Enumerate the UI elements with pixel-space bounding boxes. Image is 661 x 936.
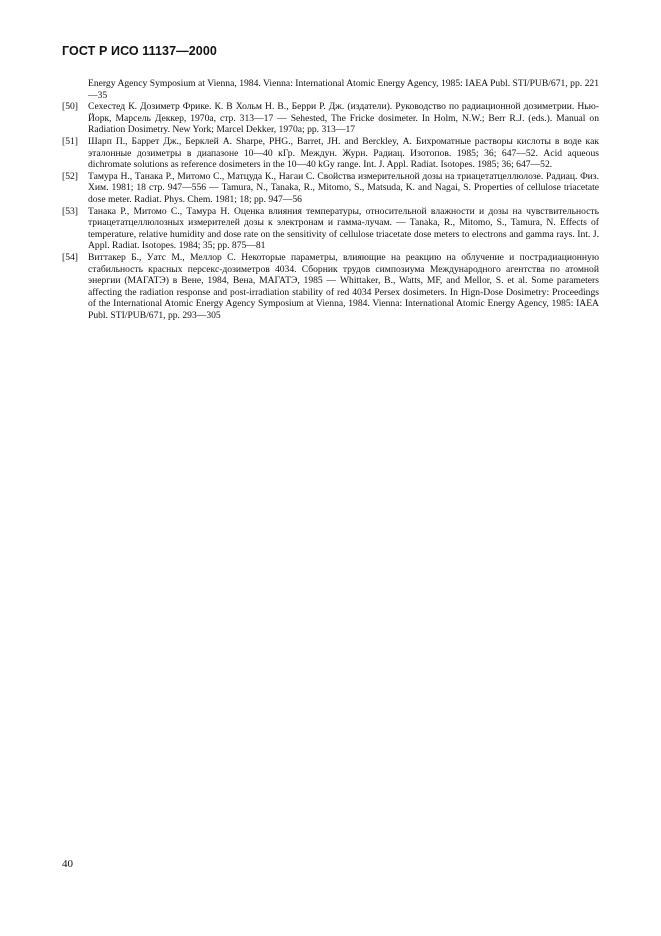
reference-text: Виттакер Б., Уатс М., Меллор С. Некоторые параметры, влияющие на реакцию на облучение и пострадиационную стабильность красных персекс-дозиметров 4034. Сборник трудов симпозиума Международного агентства по атомной энергии (МАГАТЭ) в Вене, 1984, Вена, МАГАТЭ, 1985 — Whittaker, B., Watts, MF, and Mellor, S. et al. Some parameters affecting the radiation response and post-irradiation stability of red 4034 Persex dosimeters. In Hign-Dose Dosimetry: Proceedings of the International Atomic Energy Agency Symposium at Vienna, 1984. Vienna: International Atomic Energy Agency, 1985: IAEA Publ. STI/PUB/671, pp. 293—305 [88,251,599,321]
reference-number: [50] [62,101,78,113]
reference-item-continued [62,78,599,101]
reference-item-53 [62,206,599,252]
reference-text: Тамура Н., Танака Р., Митомо С., Матцуда К., Нагаи С. Свойства измерительной дозы на триацетатцеллюлозе. Радиац. Физ. Хим. 1981; 18 стр. 947—556 — Tamura, N., Tanaka, R., Mitomo, S., Matsuda, K. and Nagai, S. Properties of cellulose triacetate dose meter. Radiat. Phys. Chem. 1981; 18; pp. 947—56 [88,170,599,205]
reference-item-52 [62,171,599,206]
reference-item-50 [62,101,599,136]
reference-item-51 [62,136,599,171]
reference-text: Танака Р., Митомо С., Тамура Н. Оценка влияния температуры, относительной влажности и дозы на чувствительность триацетатцеллюлозных измерителей дозы к электронам и гамма-лучам. — Tanaka, R., Mitomo, S., Tamura, N. Effects of temperature, relative humidity and dose rate on the sensitivity of cellulose triacetate dose meters to electrons and gamma rays. Int. J. Appl. Radiat. Isotopes. 1984; 35; pp. 875—81 [88,205,599,252]
reference-list [62,78,599,321]
reference-item-54 [62,252,599,322]
page-number: 40 [62,858,73,870]
reference-text: Energy Agency Symposium at Vienna, 1984. Vienna: International Atomic Energy Agency, 1985: IAEA Publ. STI/PUB/671, pp. 221—35 [88,78,599,101]
reference-number: [54] [62,251,78,263]
reference-text: Сехестед К. Дозиметр Фрике. К. В Хольм Н. В., Берри Р. Дж. (издатели). Руководство по радиационной дозиметрии. Нью-Йорк, Марсель Деккер, 1970а, стр. 313—17 — Sehested, The Fricke dosimeter. In Holm, N.W.; Berr R.J. (eds.). Manual on Radiation Dosimetry. New York; Marcel Dekker, 1970a; pp. 313—17 [88,101,599,136]
reference-number: [53] [62,205,78,217]
reference-text: Шарп П., Баррет Дж., Берклей А. Sharpe, PHG., Barret, JH. and Berckley, А. Бихроматные растворы кислоты в воде как эталонные дозиметры в диапазоне 10—40 кГр. Междун. Журн. Радиац. Изотопов. 1985; 36; 647—52. Acid aqueous dichromate solutions as reference dosimeters in the 10—40 kGy range. Int. J. Appl. Radiat. Isotopes. 1985; 36; 647—52. [88,135,599,171]
reference-number: [51] [62,135,78,147]
document-header: ГОСТ Р ИСО 11137—2000 [62,44,217,58]
reference-number: [52] [62,170,78,182]
